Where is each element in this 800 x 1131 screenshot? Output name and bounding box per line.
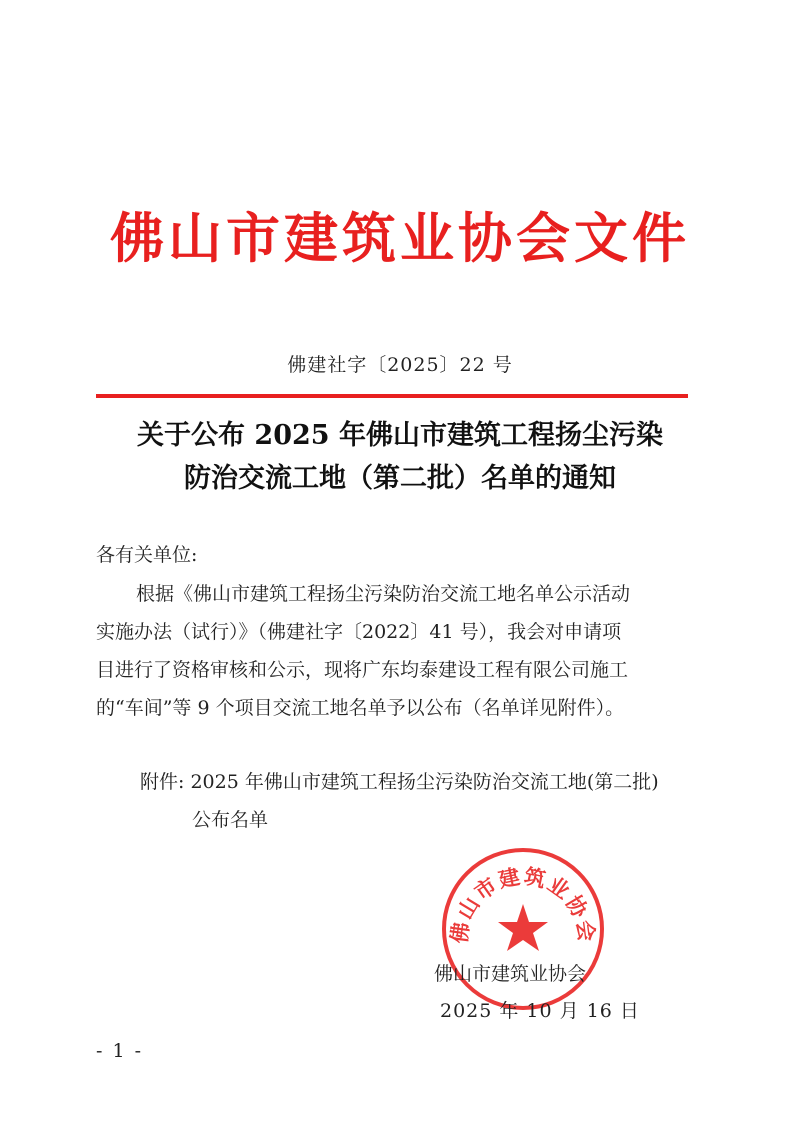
attachment-note: [140, 763, 659, 839]
notice-title: [0, 414, 800, 500]
page-number: - 1 -: [96, 1040, 144, 1062]
attachment-line-1: 附件: 2025 年佛山市建筑工程扬尘污染防治交流工地(第二批): [140, 771, 659, 793]
body-paragraph: [96, 575, 704, 727]
signature-organization: 佛山市建筑业协会: [434, 963, 587, 985]
title-line-1: 关于公布 2025 年佛山市建筑工程扬尘污染: [137, 420, 663, 451]
document-number: 佛建社字〔2025〕22 号: [287, 354, 513, 376]
body-line-3: 目进行了资格审核和公示，现将广东均泰建设工程有限公司施工: [96, 659, 629, 681]
red-divider-line: [96, 394, 688, 398]
body-line-4: 的“车间”等 9 个项目交流工地名单予以公布（名单详见附件）。: [96, 697, 625, 719]
official-seal: [440, 846, 606, 1012]
salutation: 各有关单位:: [96, 544, 198, 566]
body-line-1: 根据《佛山市建筑工程扬尘污染防治交流工地名单公示活动: [136, 583, 631, 605]
body-line-2: 实施办法（试行）》（佛建社字〔2022〕41 号），我会对申请项: [96, 621, 622, 643]
title-line-2: 防治交流工地（第二批）名单的通知: [184, 463, 616, 494]
seal-text: 佛山市建筑业协会: [446, 863, 600, 945]
star-icon: [498, 904, 548, 951]
issue-date: 2025 年 10 月 16 日: [440, 1000, 640, 1022]
attachment-line-2: 公布名单: [192, 809, 269, 831]
masthead-title: 佛山市建筑业协会文件: [110, 206, 690, 270]
